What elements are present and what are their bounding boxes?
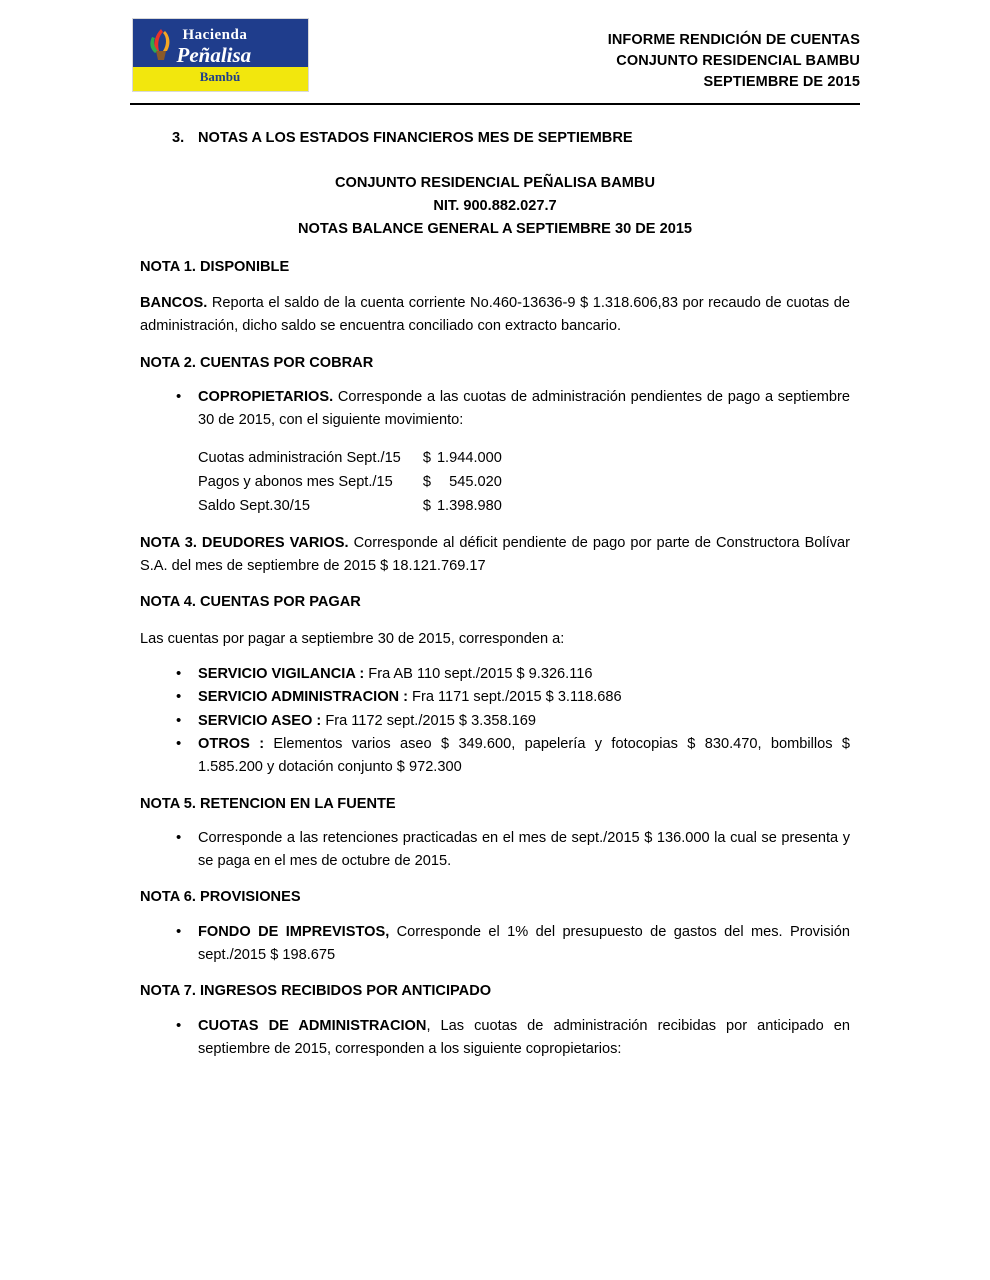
servicio-aseo-label: SERVICIO ASEO : (198, 712, 322, 729)
amount-currency: $ (422, 450, 431, 467)
nota-3-paragraph (140, 532, 850, 577)
header-title-line-3: SEPTIEMBRE DE 2015 (703, 74, 860, 91)
section-number: 3. (172, 130, 185, 147)
leaf-icon (143, 27, 179, 63)
table-row (198, 495, 502, 519)
nota-7-bullet-list (140, 1015, 850, 1060)
otros-label: OTROS : (198, 736, 265, 753)
nota-4-intro: Las cuentas por pagar a septiembre 30 de 2015, corresponden a: (140, 631, 565, 647)
amount-label: Cuotas administración Sept./15 (198, 450, 401, 467)
amount-label: Saldo Sept.30/15 (198, 497, 310, 514)
document-body (0, 105, 990, 1060)
cuotas-administracion-label: CUOTAS DE ADMINISTRACION (198, 1017, 427, 1034)
nota-2-bullet-list (140, 386, 850, 431)
amount-value: 1.398.980 (436, 497, 502, 514)
nota-4-bullet-list (140, 663, 850, 779)
header-title-line-2: CONJUNTO RESIDENCIAL BAMBU (616, 53, 860, 70)
balance-notes-title: NOTAS BALANCE GENERAL A SEPTIEMBRE 30 DE 2015 (297, 221, 693, 238)
servicio-vigilancia-text: Fra AB 110 sept./2015 $ 9.326.116 (364, 665, 593, 682)
amount-value: 1.944.000 (436, 450, 502, 467)
otros-text: Elementos varios aseo $ 349.600, papelería y fotocopias $ 830.470, bombillos $ 1.585.200 y dotación conjunto $ 972.300 (198, 736, 850, 776)
nota-3-text: Corresponde al déficit pendiente de pago por parte de Constructora Bolívar S.A. del mes de septiembre de 2015 $ 18.121.769.17 (140, 535, 850, 574)
nota-7-title: NOTA 7. INGRESOS RECIBIDOS POR ANTICIPADO (140, 983, 492, 1000)
copropietarios-text: Corresponde a las cuotas de administración pendientes de pago a septiembre 30 de 2015, con el siguiente movimiento: (198, 389, 850, 428)
list-item (198, 386, 850, 431)
bancos-label: BANCOS. (140, 295, 208, 312)
amount-currency: $ (422, 497, 431, 514)
servicio-administracion-text: Fra 1171 sept./2015 $ 3.118.686 (408, 689, 622, 706)
nota-4-title: NOTA 4. CUENTAS POR PAGAR (140, 594, 361, 611)
header-title-line-1: INFORME RENDICIÓN DE CUENTAS (607, 32, 860, 48)
section-title: NOTAS A LOS ESTADOS FINANCIEROS MES DE SEPTIEMBRE (198, 130, 633, 147)
table-row (198, 447, 502, 471)
amount-currency: $ (422, 473, 431, 490)
nota-1-title: NOTA 1. DISPONIBLE (140, 258, 290, 275)
nota-5-bullet-list (140, 827, 850, 872)
bancos-text: Reporta el saldo de la cuenta corriente No.460-13636-9 $ 1.318.606,83 por recaudo de cuotas de administración, dicho saldo se encuentra conciliado con extracto bancario. (140, 295, 850, 334)
hacienda-penalisa-logo (132, 18, 309, 92)
nota-3-title: NOTA 3. DEUDORES VARIOS. (140, 535, 349, 552)
entity-nit: NIT. 900.882.027.7 (433, 198, 557, 214)
list-item (198, 733, 850, 778)
logo-container (130, 18, 310, 92)
nota-6-title: NOTA 6. PROVISIONES (140, 889, 301, 906)
servicio-vigilancia-label: SERVICIO VIGILANCIA : (198, 665, 365, 682)
list-item: • Corresponde a las retenciones practicadas en el mes de sept./2015 $ 136.000 la cual se presenta y se paga en el mes de octubre de 2015. (198, 827, 850, 872)
fondo-imprevistos-label: FONDO DE IMPREVISTOS, (198, 924, 390, 941)
amount-value: 545.020 (449, 473, 502, 490)
list-item (198, 686, 850, 709)
servicio-aseo-text: Fra 1172 sept./2015 $ 3.358.169 (321, 712, 537, 729)
nota-5-title: NOTA 5. RETENCION EN LA FUENTE (140, 795, 396, 812)
fondo-imprevistos-text: Corresponde el 1% del presupuesto de gastos del mes. Provisión sept./2015 $ 198.675 (198, 924, 850, 963)
logo-brand-top: Hacienda (182, 27, 248, 43)
nota-2-title: NOTA 2. CUENTAS POR COBRAR (140, 354, 374, 371)
nota-2-amounts-table (198, 447, 502, 518)
cuotas-administracion-text: , Las cuotas de administración recibidas por anticipado en septiembre de 2015, corresponden a los siguiente copropietarios: (198, 1017, 850, 1057)
list-item (198, 1015, 850, 1060)
table-row (198, 471, 502, 495)
logo-brand-bottom: Bambú (199, 69, 241, 84)
logo-brand-mid: Peñalisa (176, 43, 252, 67)
nota-6-bullet-list (140, 921, 850, 966)
copropietarios-label: COPROPIETARIOS. (198, 389, 334, 406)
servicio-administracion-label: SERVICIO ADMINISTRACION : (198, 689, 408, 706)
entity-name: CONJUNTO RESIDENCIAL PEÑALISA BAMBU (334, 174, 655, 191)
center-title-block (140, 172, 850, 242)
amount-label: Pagos y abonos mes Sept./15 (198, 473, 393, 490)
nota-1-paragraph (140, 292, 850, 337)
header-title-block (310, 18, 860, 93)
document-header (0, 0, 990, 93)
list-item (198, 710, 850, 733)
list-item (198, 663, 850, 686)
section-heading (172, 127, 850, 150)
list-item (198, 921, 850, 966)
